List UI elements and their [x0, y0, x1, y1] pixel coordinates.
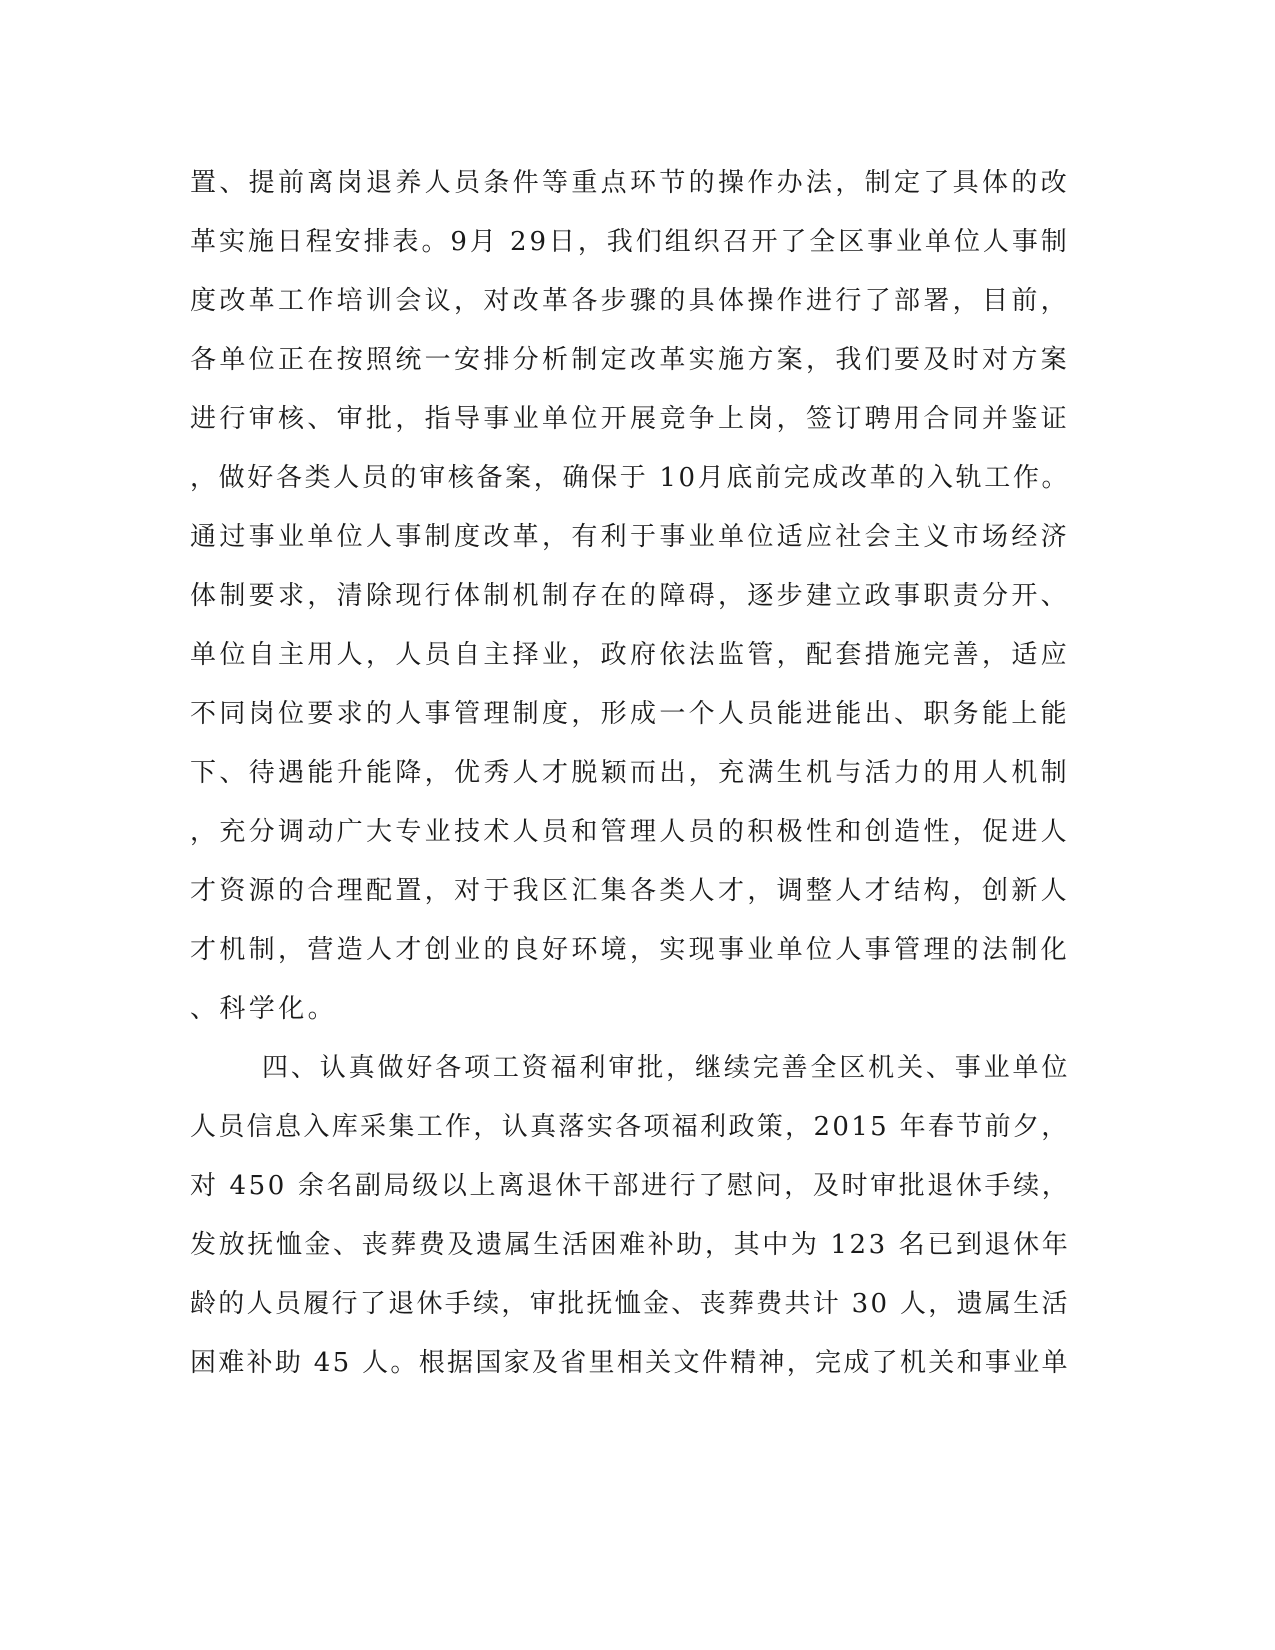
text-line: 度改革工作培训会议，对改革各步骤的具体操作进行了部署，目前， — [190, 286, 1071, 316]
text-line: 、科学化。 — [190, 994, 338, 1024]
text-line: 龄的人员履行了退休手续，审批抚恤金、丧葬费共计 30 人，遗属生活 — [190, 1289, 1070, 1319]
text-line: 才机制，营造人才创业的良好环境，实现事业单位人事管理的法制化 — [190, 935, 1071, 965]
text-line: 人员信息入库采集工作，认真落实各项福利政策，2015 年春节前夕， — [190, 1112, 1070, 1142]
text-line: 发放抚恤金、丧葬费及遗属生活困难补助，其中为 123 名已到退休年 — [190, 1230, 1071, 1260]
text-line: 下、待遇能升能降，优秀人才脱颖而出，充满生机与活力的用人机制 — [190, 758, 1071, 788]
text-line: 体制要求，清除现行体制机制存在的障碍，逐步建立政事职责分开、 — [190, 581, 1071, 611]
text-line: 单位自主用人，人员自主择业，政府依法监管，配套措施完善，适应 — [190, 640, 1071, 670]
text-line: 不同岗位要求的人事管理制度，形成一个人员能进能出、职务能上能 — [190, 699, 1071, 729]
text-line: ，做好各类人员的审核备案，确保于 10月底前完成改革的入轨工作。 — [190, 463, 1071, 493]
text-line: 对 450 余名副局级以上离退休干部进行了慰问，及时审批退休手续， — [190, 1171, 1071, 1201]
text-line: 各单位正在按照统一安排分析制定改革实施方案，我们要及时对方案 — [190, 345, 1071, 375]
text-line: 进行审核、审批，指导事业单位开展竞争上岗，签订聘用合同并鉴证 — [190, 404, 1071, 434]
text-line: 通过事业单位人事制度改革，有利于事业单位适应社会主义市场经济 — [190, 522, 1071, 552]
text-line: 困难补助 45 人。根据国家及省里相关文件精神，完成了机关和事业单 — [190, 1348, 1070, 1378]
text-line: ，充分调动广大专业技术人员和管理人员的积极性和创造性，促进人 — [190, 817, 1071, 847]
text-line: 置、提前离岗退养人员条件等重点环节的操作办法，制定了具体的改 — [190, 168, 1071, 198]
text-line: 才资源的合理配置，对于我区汇集各类人才，调整人才结构，创新人 — [190, 876, 1071, 906]
paragraph-first-line: 四、认真做好各项工资福利审批，继续完善全区机关、事业单位 — [262, 1053, 1071, 1083]
text-line: 革实施日程安排表。9月 29日，我们组织召开了全区事业单位人事制 — [190, 227, 1070, 257]
